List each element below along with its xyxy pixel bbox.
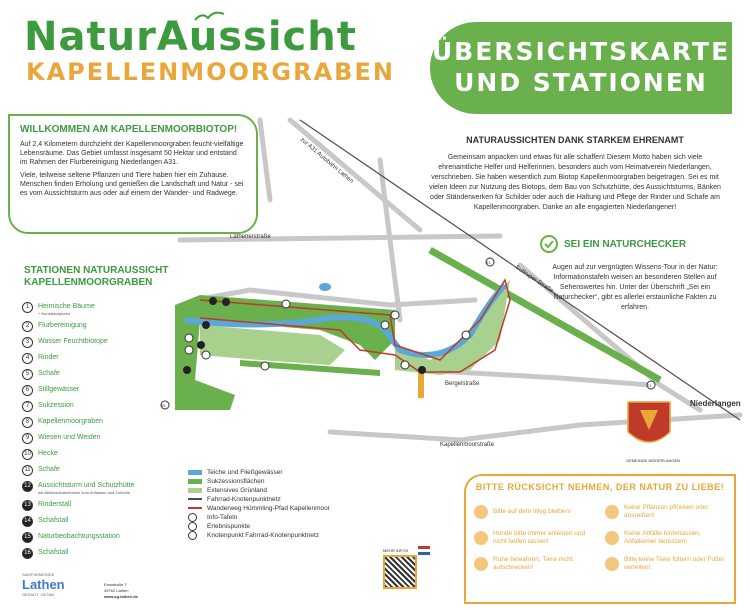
- legend-swatch: [188, 531, 197, 540]
- station-number: 8: [22, 417, 33, 428]
- qr-code[interactable]: [383, 555, 417, 589]
- rule-text: Keine Abfälle hinterlassen, Abfalleimer benutzen!: [624, 530, 701, 545]
- station-marker-12: [197, 341, 205, 349]
- legend-swatch: [188, 513, 197, 522]
- station-item: [22, 449, 192, 460]
- grassland-east: [395, 280, 510, 375]
- rule-text: Bitte keine Tiere füttern oder Futter verteilen!: [624, 556, 725, 571]
- footer-org: Lathen: [22, 577, 65, 592]
- label-suttruper: Suttruper Straße: [513, 264, 555, 295]
- station-label: Schafe: [38, 466, 60, 473]
- stations-list: [22, 302, 192, 564]
- station-text: [38, 385, 79, 394]
- checker-title: SEI EIN NATURCHECKER: [564, 238, 687, 250]
- station-text: [38, 321, 87, 330]
- station-label: Schafstall: [38, 549, 69, 556]
- rule-icon: [474, 557, 488, 571]
- station-number: 2: [22, 321, 33, 332]
- station-item: [22, 302, 192, 316]
- station-number: 1: [22, 302, 33, 313]
- rule-item: [605, 556, 726, 572]
- station-item: [22, 385, 192, 396]
- legend-swatch: [188, 522, 197, 531]
- station-marker-10: [261, 362, 269, 370]
- station-text: [38, 401, 74, 410]
- legend-label: Knotenpunkt Fahrrad-Knotenpunktnetz: [207, 531, 320, 539]
- station-marker-6: [381, 321, 389, 329]
- welcome-title: WILLKOMMEN AM KAPELLENMOORBIOTOP!: [20, 124, 238, 135]
- logo-subtitle: KAPELLENMOORGRABEN: [26, 58, 395, 86]
- legend-swatch: [188, 488, 202, 493]
- station-text: [38, 302, 95, 316]
- rule-text: Hunde bitte immer anleinen und nicht laufen lassen!: [493, 530, 586, 545]
- legend-item: [188, 531, 398, 539]
- station-label: Schafstall: [38, 517, 69, 524]
- legend-label: Fahrrad-Knotenpunktnetz: [207, 495, 281, 503]
- station-marker-4: [391, 311, 399, 319]
- station-text: [38, 481, 135, 495]
- legend-label: Teiche und Fließgewässer: [207, 468, 283, 476]
- station-number: 5: [22, 369, 33, 380]
- rule-item: [474, 504, 595, 520]
- rule-item: [474, 530, 595, 546]
- station-number: 10: [22, 449, 33, 460]
- ehrenamt-text: Gemeinsam anpacken und etwas für alle schaffen! Diesem Motto haben sich viele ehrenamtliche Helfer und Helferinnen, besonders auch vom Heimatverein Niederlangen, verschrieben. Sie haben wesentlich zum Biotop Kapellenmoorgraben beigetragen. Sei es mit vielen Ideen zur Nutzung des Biotops, dem Bau von Schutzhütte, des Aussichtsturms, Bänken oder Ständerwerken für Schilder oder auch die Haltung und Pflege der Rinder und Schafe am Kapellenmoorgraben. Danke an alle engagierten Niederlangener!: [429, 154, 721, 211]
- node-label-61: 61: [486, 260, 491, 265]
- pond: [319, 283, 331, 291]
- station-label: Stillgewässer: [38, 386, 80, 393]
- station-text: [38, 516, 68, 525]
- station-text: [38, 353, 59, 362]
- flag-icon: [418, 546, 430, 555]
- station-label: Aussichtsturm und Schutzhütte: [38, 482, 135, 489]
- label-a31: zur A31 Autobahn Lathen: [298, 136, 355, 185]
- rules-box: [464, 474, 736, 604]
- station-item: [22, 401, 192, 412]
- station-item: [22, 516, 192, 527]
- station-marker-14: [222, 298, 230, 306]
- station-marker-13: [202, 321, 210, 329]
- station-number: 7: [22, 401, 33, 412]
- station-item: [22, 548, 192, 559]
- rules-grid: [474, 504, 726, 572]
- station-text: [38, 548, 68, 557]
- coat-of-arms-label: GEMEINDE NIEDERLANGEN: [626, 458, 681, 463]
- banner-line-2: UND STATIONEN: [454, 68, 708, 97]
- station-item: [22, 369, 192, 380]
- coat-of-arms-icon: [628, 402, 670, 442]
- station-marker-7: [462, 331, 470, 339]
- rule-icon: [605, 557, 619, 571]
- footer-logo: [22, 577, 65, 597]
- station-number: 14: [22, 516, 33, 527]
- legend-label: Wanderweg Hümmling-Pfad Kapellenmoor: [207, 504, 330, 512]
- legend-item: [188, 513, 398, 521]
- road-lathener: [180, 236, 500, 240]
- station-number: 3: [22, 337, 33, 348]
- welcome-paragraph-1: Auf 2,4 Kilometern durchzieht der Kapellenmoorgraben feucht-vielfältige Lebensräume. Das Gebiet umfasst insgesamt 50 Hektar und entstand im Rahmen der Flurbereinigung Niederlangen A31.: [20, 141, 244, 166]
- station-marker-9: [282, 300, 290, 308]
- station-text: [38, 417, 103, 426]
- station-number: 6: [22, 385, 33, 396]
- rule-item: [605, 504, 726, 520]
- legend-item: [188, 495, 398, 503]
- checker-text: Augen auf zur vergnügten Wissens-Tour in der Natur: Informationstafeln weisen an besonderen Stellen auf Sehenswertes hin. Unter der Überschrift „Sei ein Naturchecker“, gibt es allerlei erstaunliche Fakten zu erfahren.: [552, 264, 718, 311]
- station-label: Heimische Bäume: [38, 303, 95, 310]
- rules-title: BITTE RÜCKSICHT NEHMEN, DER NATUR ZU LIEBE!: [475, 482, 725, 492]
- station-sublabel: mit Aktionsdiodenboxen zum Anfassen und Zuhören: [38, 490, 131, 495]
- stations-title: STATIONEN NATURAUSSICHT KAPELLENMOORGRABEN: [24, 265, 169, 288]
- rule-icon: [605, 505, 619, 519]
- station-text: [38, 433, 101, 442]
- station-label: Flurbereinigung: [38, 322, 87, 329]
- station-text: [38, 500, 71, 509]
- station-text: [38, 337, 108, 346]
- node-label-69: 69: [161, 403, 166, 408]
- banner-line-1: ÜBERSICHTSKARTE: [431, 37, 731, 66]
- legend-item: [188, 486, 398, 494]
- station-label: Rinder: [38, 354, 59, 361]
- ehrenamt-section: [425, 135, 725, 213]
- node-label-21: 21: [647, 383, 652, 388]
- station-item: [22, 321, 192, 332]
- footer-addr-1: Emsstraße 7: [104, 582, 127, 587]
- legend-swatch: [188, 479, 202, 484]
- footer-addr-3: www.sg-lathen.de: [104, 594, 138, 599]
- legend-label: Extensives Grünland: [207, 486, 267, 494]
- road-kapellenmoor: [330, 415, 740, 440]
- label-niederlangen: Niederlangen: [690, 399, 741, 408]
- rule-icon: [605, 531, 619, 545]
- legend-swatch: [188, 507, 202, 509]
- rule-item: [474, 556, 595, 572]
- legend-swatch: [188, 498, 202, 500]
- station-sublabel: + Kunstskulpturen: [38, 311, 71, 316]
- legend-label: Sukzessionsflächen: [207, 477, 265, 485]
- station-number: 16: [22, 548, 33, 559]
- road-north: [380, 160, 400, 320]
- legend-label: Info-Tafeln: [207, 513, 238, 521]
- rule-icon: [474, 531, 488, 545]
- label-bergel: Bergelstraße: [445, 381, 480, 387]
- legend-item: [188, 504, 398, 512]
- footer-slogan: GESAGT. GETAN.: [22, 592, 56, 597]
- station-marker-15: [418, 366, 426, 374]
- station-marker-1: [202, 351, 210, 359]
- legend-item: [188, 477, 398, 485]
- legend-swatch: [188, 470, 202, 475]
- station-label: Hecke: [38, 450, 58, 457]
- station-item: [22, 337, 192, 348]
- station-label: Wasser Feuchtbiotope: [38, 338, 108, 345]
- station-text: [38, 369, 60, 378]
- footer-addr-2: 49762 Lathen: [104, 588, 129, 593]
- station-number: 4: [22, 353, 33, 364]
- legend-label: Erlebnispunkte: [207, 522, 250, 530]
- station-item: [22, 433, 192, 444]
- label-kapellenmoor: Kapellenmoorstraße: [440, 442, 495, 448]
- station-marker-8: [401, 361, 409, 369]
- check-icon: [540, 235, 558, 253]
- tower-icon: [418, 372, 424, 398]
- station-label: Schafe: [38, 370, 60, 377]
- station-number: 11: [22, 465, 33, 476]
- road-a31: [290, 120, 420, 230]
- station-label: Kapellenmoorgraben: [38, 418, 103, 425]
- station-item: [22, 353, 192, 364]
- footer-address: [104, 582, 138, 600]
- station-number: 9: [22, 433, 33, 444]
- station-number: 15: [22, 532, 33, 543]
- station-item: [22, 465, 192, 476]
- station-item: [22, 532, 192, 543]
- station-text: [38, 465, 60, 474]
- station-label: Sukzession: [38, 402, 74, 409]
- rule-text: Keine Pflanzen pflücken oder ausreißen!: [624, 504, 709, 519]
- logo-title: NaturAussicht: [24, 14, 357, 60]
- checker-section: [540, 235, 730, 313]
- station-number: 13: [22, 500, 33, 511]
- ehrenamt-title: NATURAUSSICHTEN DANK STARKEM EHRENAMT: [466, 135, 684, 145]
- station-marker-5: [209, 297, 217, 305]
- legend-item: [188, 522, 398, 530]
- station-text: [38, 449, 58, 458]
- station-item: [22, 481, 192, 495]
- rule-item: [605, 530, 726, 546]
- welcome-paragraph-2: Viele, teilweise seltene Pflanzen und Tiere haben hier ein Zuhause. Menschen finden Erholung und genießen die Landschaft und Natur - sei es vom Aussichtsturm aus oder auf einem der Wander- und Radwege.: [20, 172, 244, 197]
- station-item: [22, 417, 192, 428]
- legend: [188, 468, 398, 540]
- road-small: [260, 120, 270, 200]
- welcome-box: [8, 114, 258, 234]
- qr-label: MEHR INFOS: [383, 548, 409, 553]
- label-lathener: Lathenerstraße: [230, 234, 271, 240]
- station-label: Naturbeobachtungsstation: [38, 533, 120, 540]
- station-text: [38, 532, 120, 541]
- rule-text: Ruhe bewahren, Tiere nicht aufschrecken!: [493, 556, 573, 571]
- footer-org-small: SAMTGEMEINDE: [22, 572, 55, 577]
- legend-item: [188, 468, 398, 476]
- station-item: [22, 500, 192, 511]
- rule-icon: [474, 505, 488, 519]
- station-label: Rinderstall: [38, 501, 72, 508]
- rule-text: Bitte auf dem Weg bleiben!: [493, 508, 571, 515]
- station-label: Wiesen und Weiden: [38, 434, 101, 441]
- station-number: 12: [22, 481, 33, 492]
